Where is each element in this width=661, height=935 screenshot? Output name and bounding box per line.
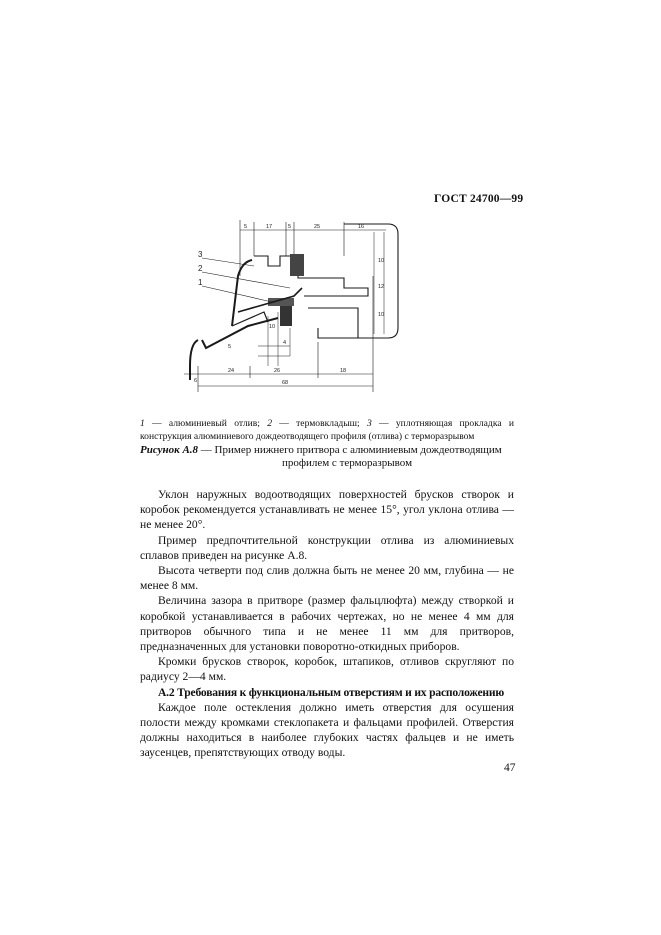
legend-number-3: 3 xyxy=(366,418,372,429)
page-number: 47 xyxy=(504,762,516,774)
dim-label: 4 xyxy=(283,340,287,346)
dim-label: 5 xyxy=(288,224,292,230)
body-text xyxy=(140,487,514,761)
paragraph: Кромки брусков створок, коробок, штапиков, отливов скругляют по радиусу 2—4 мм. xyxy=(140,655,514,684)
dim-label: 12 xyxy=(378,284,385,290)
legend-text-1: — алюминиевый отлив; xyxy=(144,418,268,429)
paragraph: Высота четверти под слив должна быть не менее 20 мм, глубина — не менее 8 мм. xyxy=(140,564,514,593)
callout-3: 3 xyxy=(198,250,203,259)
legend-number-1: 1 xyxy=(140,418,145,429)
dim-label: 5 xyxy=(244,224,248,230)
callout-1: 1 xyxy=(198,278,203,287)
caption-line-2: профилем с терморазрывом xyxy=(281,457,413,469)
document-header: ГОСТ 24700—99 xyxy=(434,193,524,205)
dim-label: 68 xyxy=(282,380,289,386)
dim-label: 10 xyxy=(378,258,385,264)
dim-label: 10 xyxy=(269,324,276,330)
caption-line-1: — Пример нижнего притвора с алюминиевым дождеотводящим xyxy=(198,444,502,456)
dim-label: 10 xyxy=(378,312,385,318)
caption-label: Рисунок А.8 xyxy=(140,444,199,456)
dim-label: 17 xyxy=(266,224,273,230)
legend-number-2: 2 xyxy=(267,418,272,429)
section-heading: А.2 Требования к функциональным отверстиям и их расположению xyxy=(158,685,505,699)
paragraph: Пример предпочтительной конструкции отлива из алюминиевых сплавов приведен на рисунке А.8. xyxy=(140,533,514,562)
figure-caption xyxy=(140,444,514,470)
figure-legend xyxy=(140,418,514,443)
dim-label: 26 xyxy=(274,368,281,374)
dim-label: 24 xyxy=(228,368,235,374)
dim-label: 25 xyxy=(314,224,321,230)
paragraph: Величина зазора в притворе (размер фальцлюфта) между створкой и коробкой устанавливается в рабочих чертежах, но не менее 4 мм для притворов обычного типа и не менее 11 мм для притворов, предназначенных для установки поворотно-откидных приборов. xyxy=(140,594,514,654)
profile-section-drawing xyxy=(168,216,408,398)
dim-label: 6 xyxy=(194,378,198,384)
technical-drawing xyxy=(168,216,408,398)
paragraph: Уклон наружных водоотводящих поверхностей брусков створок и коробок рекомендуется устанавливать не менее 15°, угол уклона отлива — не менее 20°. xyxy=(140,488,514,532)
dim-label: 5 xyxy=(228,344,232,350)
legend-text-3: — уплотняющая прокладка и конструкция алюминиевого дождеотводящего профиля (отлива) с терморазрывом xyxy=(140,418,514,442)
dim-label: 18 xyxy=(340,368,347,374)
legend-text-2: — термовкладыш; xyxy=(272,418,367,429)
dim-label: 16 xyxy=(358,224,365,230)
paragraph: Каждое поле остекления должно иметь отверстия для осушения полости между кромками стеклопакета и фальцами профилей. Отверстия должны находиться в наиболее глубоких частях фальцев и не иметь заусенцев, препятствующих отводу воды. xyxy=(140,700,514,760)
callout-2: 2 xyxy=(198,264,203,273)
